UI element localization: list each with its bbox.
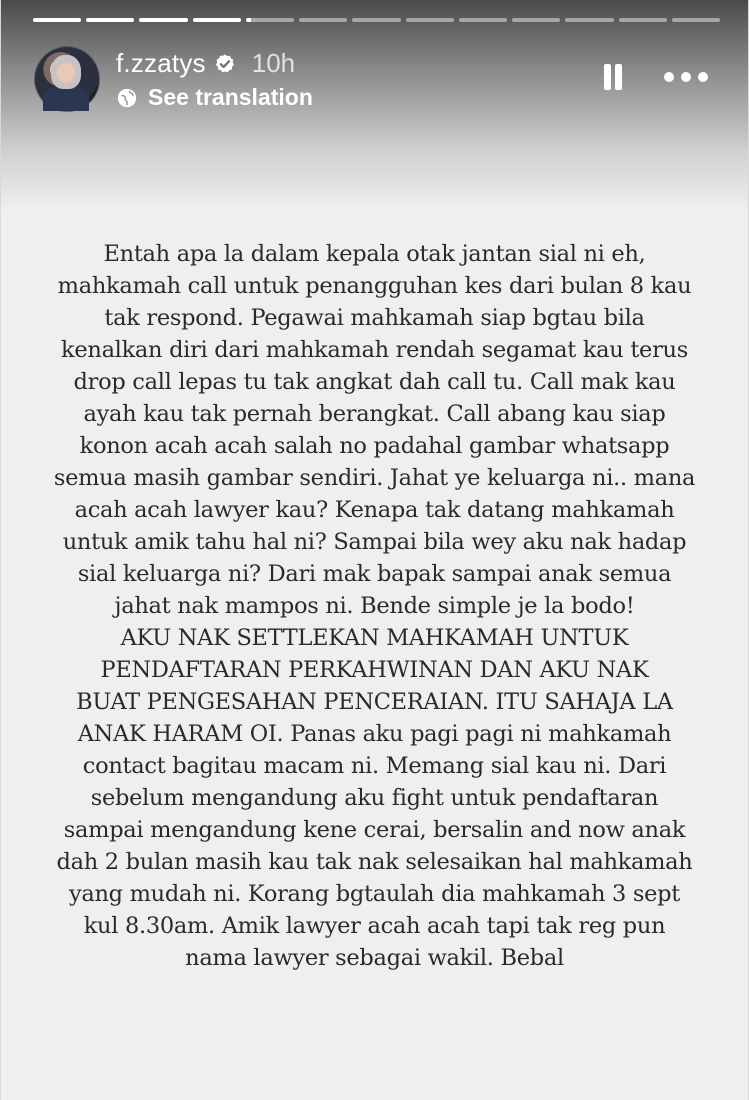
story-text-line: konon acah acah salah no padahal gambar whatsapp — [79, 433, 670, 459]
story-text-line: sial keluarga ni? Dari mak bapak sampai anak semua — [77, 561, 672, 587]
story-text-line: contact bagitau macam ni. Memang sial kau ni. Dari — [82, 753, 667, 779]
username[interactable]: f.zzatys — [116, 48, 206, 78]
more-options-button[interactable] — [664, 64, 708, 90]
progress-segment — [33, 18, 81, 22]
progress-segment — [86, 18, 134, 22]
avatar-face — [57, 63, 75, 83]
story-text-line: untuk amik tahu hal ni? Sampai bila wey aku nak hadap — [62, 529, 687, 555]
story-text-line: kul 8.30am. Amik lawyer acah acah tapi tak reg pun — [83, 913, 666, 939]
progress-segment — [299, 18, 347, 22]
story-text-line: sebelum mengandung aku fight untuk pendaftaran — [90, 785, 659, 811]
more-options-dot — [664, 72, 674, 82]
story-text-line: kenalkan diri dari mahkamah rendah segamat kau terus — [61, 337, 688, 363]
story-text-line: BUAT PENGESAHAN PENCERAIAN. ITU SAHAJA LA — [76, 689, 673, 715]
progress-segment — [565, 18, 613, 22]
story-progress-bar — [33, 18, 720, 22]
see-translation-button[interactable] — [116, 84, 313, 111]
story-text-line: PENDAFTARAN PERKAHWINAN DAN AKU NAK — [100, 657, 649, 683]
story-text-line: semua masih gambar sendiri. Jahat ye keluarga ni.. mana — [53, 465, 696, 491]
verified-badge-icon — [214, 53, 236, 75]
story-text-line: nama lawyer sebagai wakil. Bebal — [185, 945, 564, 971]
story-text-line: Entah apa la dalam kepala otak jantan sial ni eh, — [103, 241, 646, 267]
story-text-line: tak respond. Pegawai mahkamah siap bgtau bila — [104, 305, 645, 331]
more-options-dot — [698, 72, 708, 82]
story-text-line: jahat nak mampos ni. Bende simple je la bodo! — [114, 593, 635, 619]
story-text-line: ANAK HARAM OI. Panas aku pagi pagi ni mahkamah — [77, 721, 672, 747]
story-text-line: sampai mengandung kene cerai, bersalin and now anak — [63, 817, 686, 843]
pause-icon-bar — [615, 64, 622, 90]
story-text-line: mahkamah call untuk penangguhan kes dari bulan 8 kau — [57, 273, 692, 299]
see-translation-label: See translation — [148, 84, 313, 110]
progress-segment — [352, 18, 400, 22]
progress-segment — [246, 18, 294, 22]
progress-segment — [406, 18, 454, 22]
story-text-line: AKU NAK SETTLEKAN MAHKAMAH UNTUK — [120, 625, 629, 651]
progress-segment — [619, 18, 667, 22]
progress-segment — [459, 18, 507, 22]
post-time: 10h — [251, 48, 296, 78]
story-text — [25, 238, 724, 974]
story-text-line: acah acah lawyer kau? Kenapa tak datang mahkamah — [74, 497, 675, 523]
story-text-line: dah 2 bulan masih kau tak nak selesaikan hal mahkamah — [56, 849, 693, 875]
pause-button[interactable] — [600, 60, 626, 94]
avatar[interactable] — [34, 46, 100, 112]
progress-segment — [193, 18, 241, 22]
more-options-dot — [681, 72, 691, 82]
story-header — [34, 44, 708, 114]
user-row — [116, 48, 295, 79]
story-text-line: yang mudah ni. Korang bgtaulah dia mahkamah 3 sept — [68, 881, 681, 907]
progress-segment — [512, 18, 560, 22]
story-text-line: ayah kau tak pernah berangkat. Call abang kau siap — [83, 401, 666, 427]
story-text-line: drop call lepas tu tak angkat dah call tu. Call mak kau — [73, 369, 676, 395]
progress-segment — [672, 18, 720, 22]
progress-segment — [139, 18, 187, 22]
pause-icon-bar — [604, 64, 611, 90]
globe-icon — [116, 87, 138, 109]
